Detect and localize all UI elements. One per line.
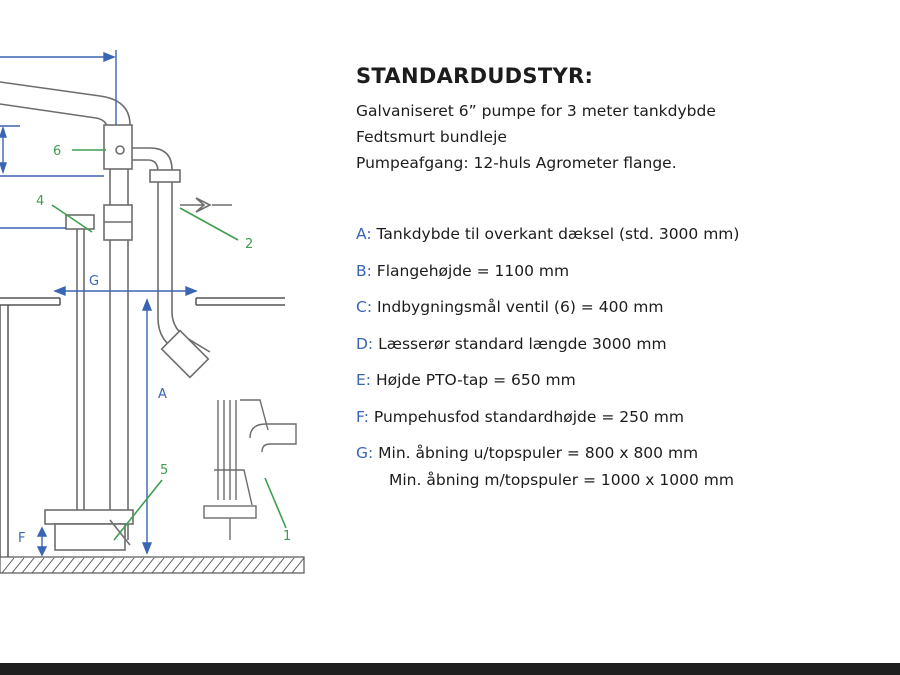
spec-item-b	[356, 253, 876, 290]
spec-key: E:	[356, 371, 372, 389]
spec-key: B:	[356, 261, 372, 280]
pump-column	[45, 169, 133, 550]
part-label-5: 5	[160, 463, 169, 478]
spec-text: Min. åbning u/topspuler = 800 x 800 mm	[378, 444, 699, 462]
dim-label-a: A	[158, 387, 167, 402]
part-label-2: 2	[245, 237, 254, 252]
tank-lid	[0, 298, 285, 558]
spec-item-c	[356, 289, 876, 326]
dimension-lines	[0, 50, 196, 555]
spec-text-secondary: Min. åbning m/topspuler = 1000 x 1000 mm	[389, 471, 734, 489]
spec-item-a	[356, 216, 876, 253]
spec-title: STANDARDUDSTYR:	[356, 64, 594, 88]
spec-text: Indbygningsmål ventil (6) = 400 mm	[376, 298, 664, 316]
spec-key: D:	[356, 334, 374, 353]
spec-key: F:	[356, 407, 369, 426]
spec-list	[356, 216, 876, 494]
bottom-bar	[0, 663, 900, 675]
spec-key: A:	[356, 225, 372, 243]
spec-text: Pumpehusfod standardhøjde = 250 mm	[373, 407, 684, 426]
spec-key: G:	[356, 444, 374, 462]
pump-diagram	[0, 0, 310, 600]
spec-text: Højde PTO-tap = 650 mm	[375, 371, 576, 389]
spec-item-e	[356, 362, 876, 399]
spec-text: Tankdybde til overkant dæksel (std. 3000 mm)	[376, 225, 740, 243]
spec-item-g	[356, 440, 876, 494]
spec-text: Læsserør standard længde 3000 mm	[378, 334, 667, 353]
part-label-4: 4	[36, 194, 45, 209]
spec-text: Flangehøjde = 1100 mm	[376, 261, 570, 280]
tank-floor	[0, 557, 304, 573]
dim-label-f: F	[18, 531, 26, 546]
standard-line: Galvaniseret 6” pumpe for 3 meter tankdybde	[356, 102, 716, 120]
spec-item-f	[356, 399, 876, 436]
dim-label-g: G	[89, 274, 100, 289]
standard-line: Pumpeafgang: 12-huls Agrometer flange.	[356, 154, 677, 172]
spec-panel	[356, 64, 876, 494]
part-label-6: 6	[53, 144, 62, 159]
spec-item-d	[356, 326, 876, 363]
standard-line: Fedtsmurt bundleje	[356, 128, 507, 146]
spec-key: C:	[356, 298, 373, 316]
part-label-1: 1	[283, 529, 292, 544]
